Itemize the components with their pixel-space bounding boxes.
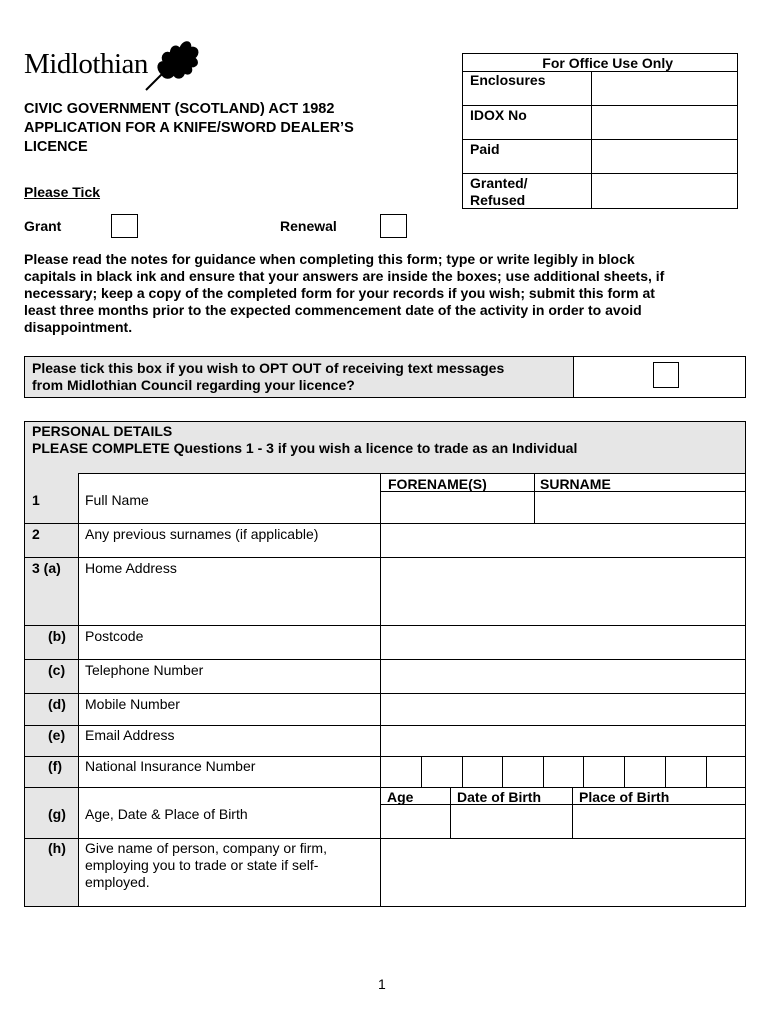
age-input[interactable] — [381, 805, 450, 838]
question-number: 1 — [32, 492, 40, 508]
grant-checkbox[interactable] — [111, 214, 138, 238]
question-number: (b) — [48, 628, 66, 644]
postcode-input[interactable] — [381, 626, 745, 659]
office-use-box — [462, 53, 738, 209]
form-title — [24, 100, 444, 157]
opt-out-line: from Midlothian Council regarding your licence? — [32, 377, 355, 393]
office-use-header: For Office Use Only — [542, 55, 673, 71]
question-label: National Insurance Number — [85, 758, 256, 774]
label-line: employed. — [85, 874, 150, 890]
opt-out-box — [24, 356, 746, 398]
place-of-birth-input[interactable] — [573, 805, 745, 838]
opt-out-cell — [573, 357, 745, 397]
question-number: (d) — [48, 696, 66, 712]
previous-surnames-input[interactable] — [381, 524, 745, 557]
national-insurance-input[interactable] — [381, 757, 745, 787]
oak-leaf-icon — [140, 34, 204, 92]
dob-header: Date of Birth — [457, 789, 541, 805]
grant-label: Grant — [24, 218, 62, 234]
section-instruction: PLEASE COMPLETE Questions 1 - 3 if you wish a licence to trade as an Individual — [32, 440, 578, 456]
question-label: Full Name — [85, 492, 149, 508]
surname-input[interactable] — [535, 492, 745, 523]
office-label-granted: Granted/ — [470, 175, 528, 191]
question-number: (f) — [48, 758, 62, 774]
office-label-idox: IDOX No — [470, 107, 527, 123]
question-label: Any previous surnames (if applicable) — [85, 526, 319, 542]
office-label-refused: Refused — [470, 192, 526, 208]
date-of-birth-input[interactable] — [451, 805, 572, 838]
title-line: LICENCE — [24, 139, 88, 155]
mobile-input[interactable] — [381, 694, 745, 725]
personal-details-header — [25, 422, 745, 474]
opt-out-checkbox[interactable] — [653, 362, 679, 388]
section-heading: PERSONAL DETAILS — [32, 423, 173, 439]
question-number: (h) — [48, 840, 66, 856]
home-address-input[interactable] — [381, 558, 745, 625]
question-label: Mobile Number — [85, 696, 180, 712]
question-label: Postcode — [85, 628, 144, 644]
opt-out-text — [32, 360, 504, 394]
notes-line: capitals in black ink and ensure that your answers are inside the boxes; use additional sheets, if — [24, 268, 665, 284]
office-label-paid: Paid — [470, 141, 500, 157]
council-logo-text: Midlothian — [24, 48, 148, 80]
title-line: CIVIC GOVERNMENT (SCOTLAND) ACT 1982 — [24, 101, 335, 117]
page-number: 1 — [378, 976, 386, 992]
question-number: 3 (a) — [32, 560, 61, 576]
question-number: 2 — [32, 526, 40, 542]
forename-input[interactable] — [381, 492, 533, 523]
guidance-notes — [24, 251, 746, 336]
surname-header: SURNAME — [540, 476, 611, 492]
telephone-input[interactable] — [381, 660, 745, 693]
question-label: Email Address — [85, 727, 175, 743]
question-number: (e) — [48, 727, 66, 743]
notes-line: disappointment. — [24, 319, 133, 335]
notes-line: necessary; keep a copy of the completed form for your records if you wish; submit this form at — [24, 285, 655, 301]
question-number: (g) — [48, 806, 66, 822]
renewal-label: Renewal — [280, 218, 337, 234]
question-number: (c) — [48, 662, 66, 678]
employer-input[interactable] — [381, 839, 745, 906]
label-line: employing you to trade or state if self- — [85, 857, 319, 873]
forename-header: FORENAME(S) — [388, 476, 487, 492]
question-label: Age, Date & Place of Birth — [85, 806, 248, 822]
title-line: APPLICATION FOR A KNIFE/SWORD DEALER’S — [24, 120, 354, 136]
age-header: Age — [387, 789, 414, 805]
renewal-checkbox[interactable] — [380, 214, 407, 238]
question-label: Home Address — [85, 560, 177, 576]
pob-header: Place of Birth — [579, 789, 670, 805]
notes-line: Please read the notes for guidance when completing this form; type or write legibly in block — [24, 251, 635, 267]
email-input[interactable] — [381, 726, 745, 756]
opt-out-line: Please tick this box if you wish to OPT OUT of receiving text messages — [32, 360, 505, 376]
please-tick-label: Please Tick — [24, 184, 101, 200]
question-label: Telephone Number — [85, 662, 204, 678]
office-label-enclosures: Enclosures — [470, 72, 546, 88]
question-label — [85, 840, 327, 891]
label-line: Give name of person, company or firm, — [85, 840, 327, 856]
notes-line: least three months prior to the expected commencement date of the activity in order to avoid — [24, 302, 642, 318]
personal-details-table — [24, 421, 746, 907]
